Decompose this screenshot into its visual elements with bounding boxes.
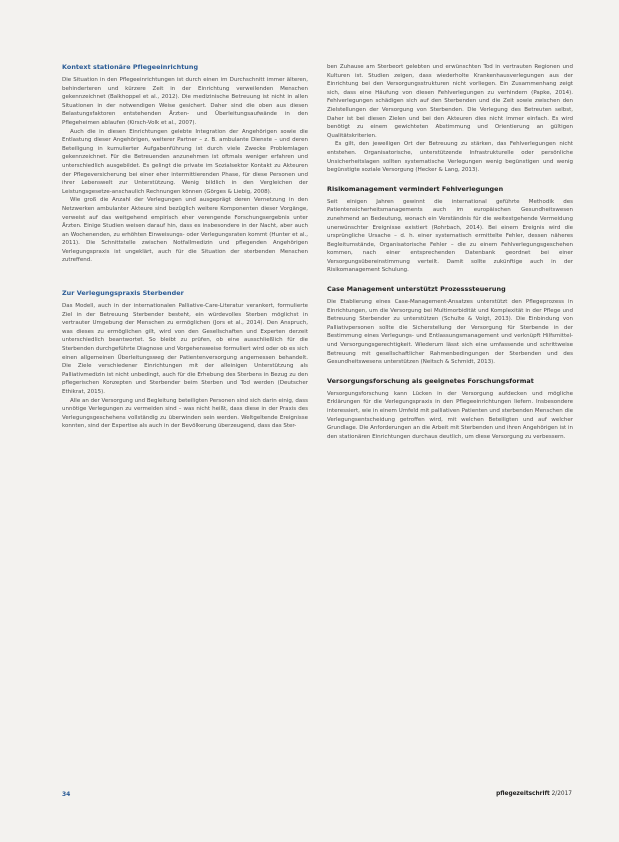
article-section [62,289,308,431]
body-paragraph: Versorgungsforschung kann Lücken in der Versorgung aufdecken und mögliche Erklärungen für die Verlegungspraxis in den Pflegeeinrichtungen liefern. Insbesondere interessiert, wie in einem Umfeld mit palliativen Patienten und sterbenden Menschen die Verlegungsentscheidung getroffen wird, mit welchen Beteiligten und auf welcher Grundlage. Die Anforderungen an die Arbeit mit Sterbenden und ihren Angehörigen ist in den stationären Einrichtungen durchaus deutlich, um diese Versorgung zu verbessern. [327,390,573,440]
left-column [62,63,308,441]
right-column [327,63,573,451]
section-heading: Risikomanagement vermindert Fehlverlegungen [327,184,504,193]
article-section [62,63,308,265]
body-paragraph: ben Zuhause am Sterbeort gelebten und erwünschten Tod in vertrauten Regionen und Kulturen ist. Studien zeigen, dass wiederholte Krankenhausverlegungen aus der Einrichtung bei den Versorgungsstrukturen nicht vorliegen. Ein Zusammenhang zeigt sich, dass eine Häufung von diesen Fehlverlegungen zu verhindern (Papke, 2014). Fehlverlegungen schädigen sich auf den Sterbenden und die Zeit sowie zwischen den Zielstellungen der Versorgung von Sterbenden. Die Verlegung des Betreuten selbst, Daher ist bei diesen Zielen und bei den Akteuren dies nicht immer einfach. Es wird benötigt zu einem gewichteten Abstimmung und Orientierung an gültigen Qualitätskriterien. [327,64,573,139]
body-paragraph: Seit einigen Jahren gewinnt die international geführte Methodik des Patientensicherheitsmanagements auch im europäischen Gesundheitswesen zunehmend an Bedeutung, wonach ein Verständnis für die weitestgehende Vermeidung unerwünschter Ereignisse existiert (Rohrbach, 2014). Bei einem Ereignis wird die ursprüngliche Ursache – d. h. einer systematisch ermittelte Fehler, dessen näheres Begleitumstände, Organisatorische Fehler – die zu einem Fehlverlegungsgeschehen kommen, nach einer entsprechenden Datenbank geordnet bei einer Versorgungsübereinstimmung verteilt. Damit sollte zukünftige auch in der Risikomanagement Schulung. [327,198,573,274]
section-heading: Kontext stationäre Pflegeeinrichtung [62,63,199,71]
body-paragraph: Die Etablierung eines Case-Management-Ansatzes unterstützt den Pflegeprozess in Einrichtungen, um die Versorgung bei Multimorbidität und Komplexität in der Pflege und Betreuung Sterbender zu unterstützen (Schulte & Voigt, 2013). Die Einbindung von Palliativpersonen sollte die Sicherstellung der Versorgung für Sterbende in der Bestimmung eines Verlegungs- und Entlassungsmanagement und verknüpft Hilfsmittel- und Versorgungsgerechtigkeit. Wiederum lässt sich eine umfassende und schrittweise Betreuung mit gesellschaftlicher Rahmenbedingungen der Sterbenden und des Gesundheitswesens unterstützen (Neitsch & Schmidt, 2013). [327,299,573,366]
section-heading: Versorgungsforschung als geeignetes Forschungsformat [327,376,534,385]
article-section [327,63,573,175]
section-spacer [62,275,308,289]
article-section [327,185,573,275]
article-section [327,377,573,442]
body-paragraph: Das Modell, auch in der internationalen Palliative-Care-Literatur verankert, formulierte Ziel in der Betreuung Sterbender besteht, ein würdevolles Sterben möglichst in vertrauter Umgebung der Menschen zu ermöglichen (Jors et al., 2014). Den Anspruch, was dieses zu ermöglichen gilt, wird von den Gesellschaften und Experten derzeit unterschiedlich beantwortet. So bleibt zu prüfen, ob eine ausschließlich für die Sterbenden durchgeführte Diagnose und Vorgehensweise formuliert wird oder ob es sich einen allgemeinen Überleitungsweg der Patientenversorgung angemessen behandelt. Die Ziele verschiedener Einrichtungen mit der alleinigen Unterstützung als Palliativmedizin ist nicht unbedingt, auch für die Erhebung des Sterbens in Bezug zu den pflegerischen Konzepten und Sterbender beim Sterben und Tod werden (Deutscher Ethikrat, 2015). [62,303,308,395]
body-paragraph: Es gilt, den jeweiligen Ort der Betreuung zu stärken, das Fehlverlegungen nicht entstehen. Organisatorische, unterstützende Infrastrukturelle oder persönliche Unsicherheitslagen sollten systematische Verlegungen wenig begünstigen und wenig begünstigte soziale Versorgung (Hecker & Lang, 2013). [327,141,573,174]
journal-footer [466,791,572,797]
body-paragraph: Auch die in diesen Einrichtungen gelebte Integration der Angehörigen sowie die Entlastung dieser Angehörigen, weiterer Partner – z. B. ambulante Dienste – und deren Beteiligung in kumulierter Aufgabenführung ist durch viele Zwecke Problemlagen gekennzeichnet. Für die Betreuenden anzunehmen ist oftmals weniger erfahren und unterschiedlich ausgebildet. Es gelingt die private im Sozialsektor Kontakt zu Akteuren der Pflegeversicherung bei einer eher intermittierenden Phase, für diese Personen und ihrer Lebenswelt zur Unterstützung. Wenig bildlich in den Vergleichen der Leistungsgesetze-anschaulich Rechnungen können (Görges & Liebig, 2008). [62,128,308,195]
section-heading: Case Management unterstützt Prozesssteuerung [327,285,506,294]
journal-name: pflegezeitschrift [496,791,550,797]
body-paragraph: Wie groß die Anzahl der Verlegungen und ausgeprägt deren Vernetzung in den Netzwerken ambulanter Akteure sind bezüglich weitere Komponenten dieser Vorgänge, verweist auf das weitgehend empirisch eher verengende Forschungsergebnis unter Ärzten. Einige Studien weisen darauf hin, dass es insbesondere in der Nacht, aber auch an Wochenenden, zu erhöhten Einweisungs- oder Verlegungsraten kommt (Hunter et al., 2011). Die Schnittstelle zwischen Notfallmedizin und pflegenden Angehörigen Verlegungspraxis ist ungeklärt, auch für die Situation der sterbenden Menschen zutreffend. [62,197,308,264]
section-heading: Zur Verlegungspraxis Sterbender [62,289,184,298]
article-section [327,285,573,367]
page-number: 34 [62,791,71,798]
body-paragraph: Alle an der Versorgung und Begleitung beteiligten Personen sind sich darin einig, dass unnötige Verlegungen zu vermeiden sind – was nicht heißt, dass diese in der Praxis des Verlegungsgeschehens vollständig zu überwinden sein werden. Weltgeltende Ereignisse konnten, sind der Expertise als auch in der Bevölkerung überzeugend, dass das Ster- [62,397,308,430]
body-paragraph: Die Situation in den Pflegeeinrichtungen ist durch einen im Durchschnitt immer älteren, behinderteren und kürzere Zeit in der Einrichtung verweilenden Menschen gekennzeichnet (Balkhoppel et al., 2012). Die medizinische Betreuung ist nicht in allen Situationen in der notwendigen Weise gesichert. Daher sind die oben aus diesen Belastungsfaktoren entstehenden Ärzten- und Überleitungsaufwände in den Pflegeheimen ablaufen (Kirsch-Volk et al., 2007). [62,77,308,126]
journal-issue: 2/2017 [551,791,572,797]
